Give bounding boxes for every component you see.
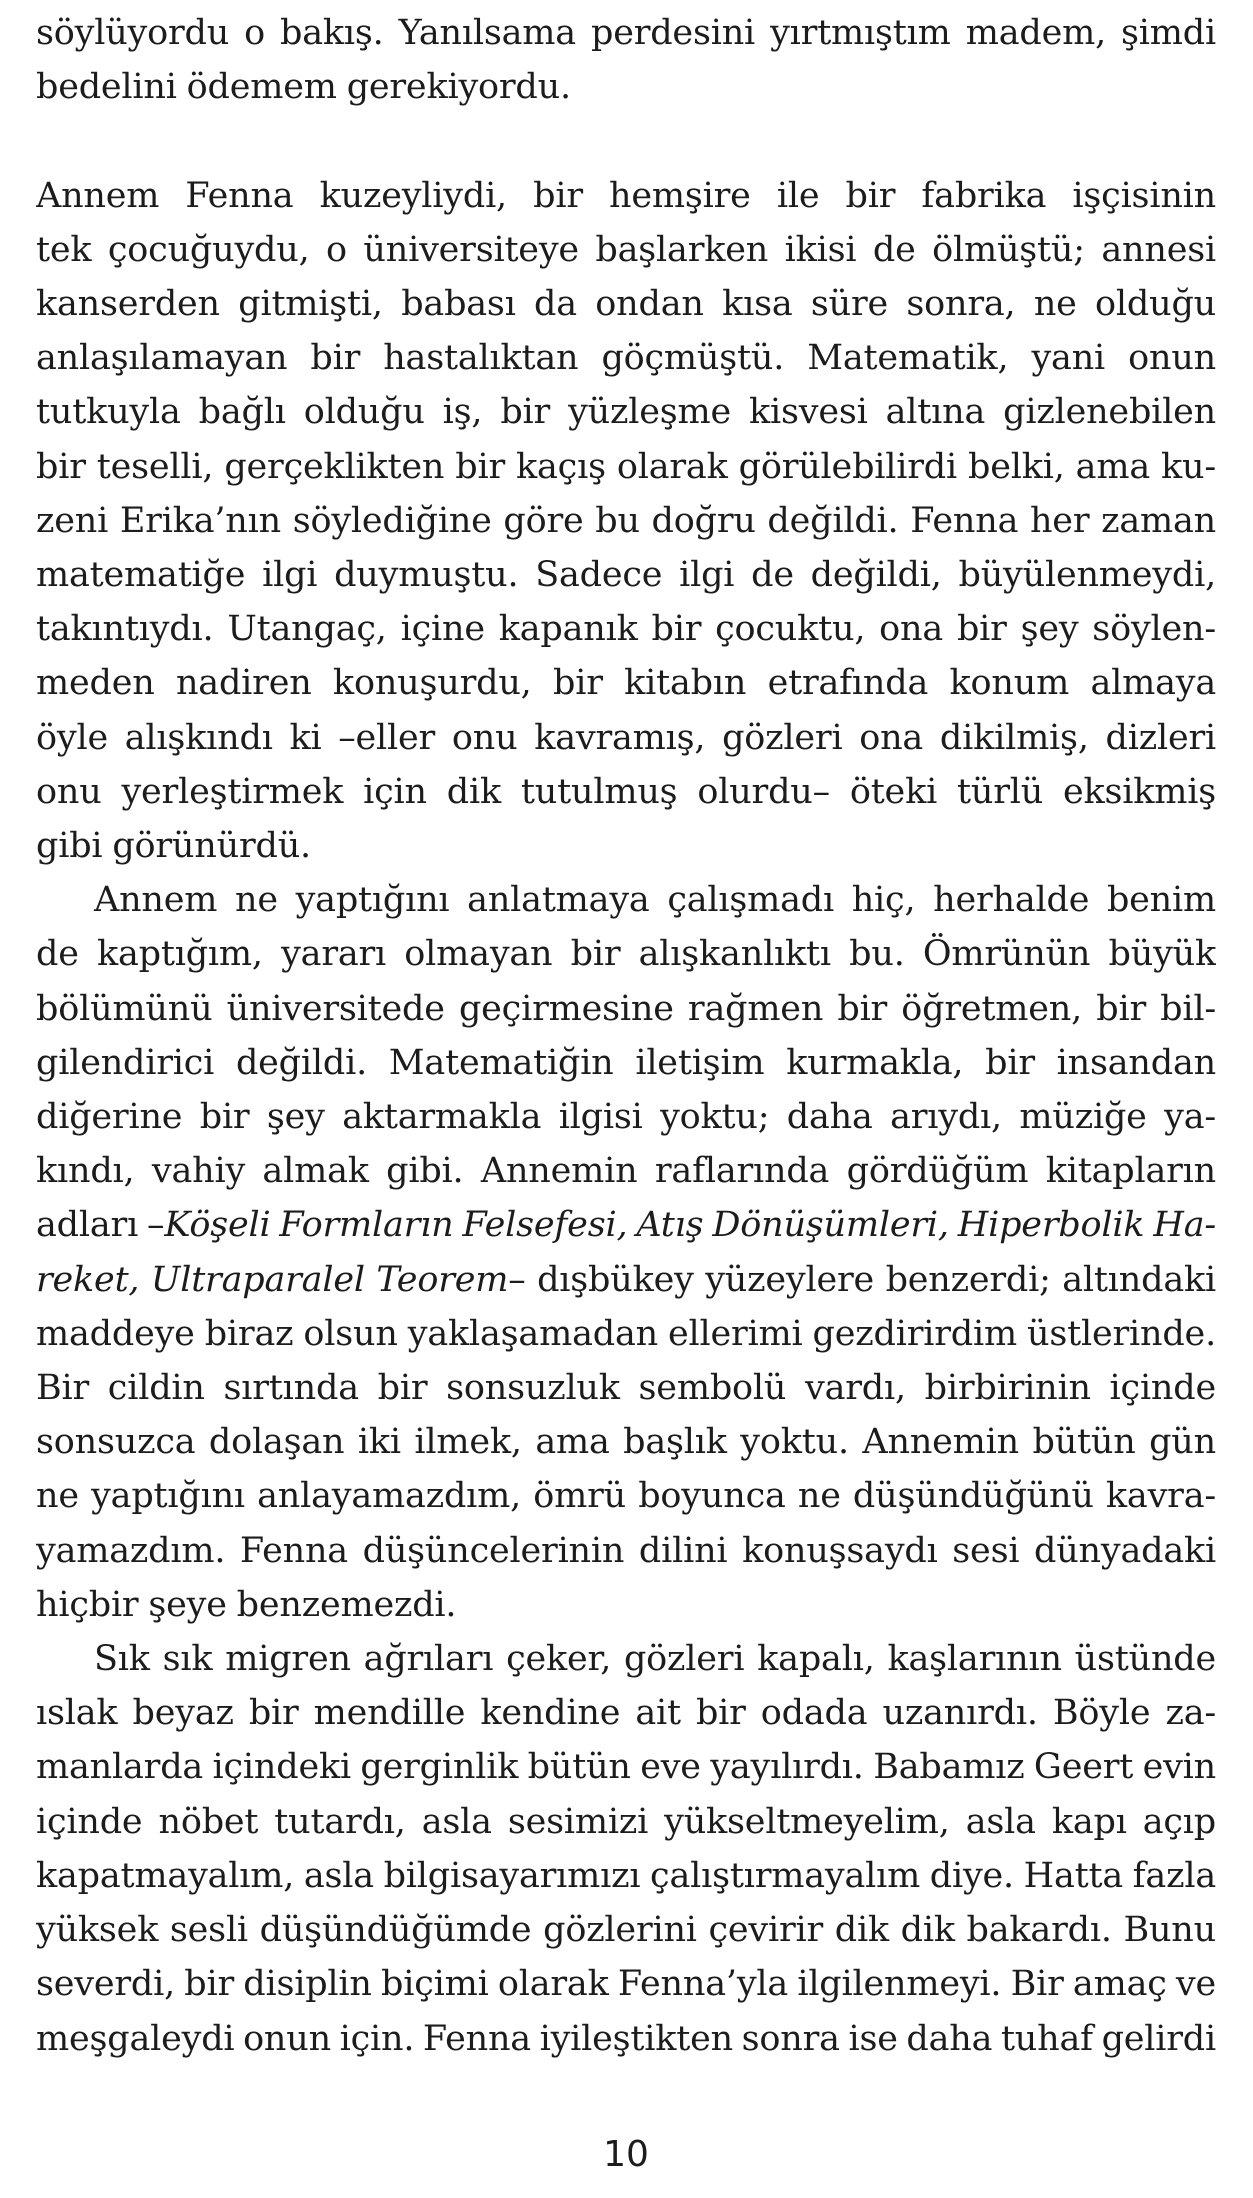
text-line: de kaptığım, yararı olmayan bir alışkanlıktı bu. Ömrünün büyük [36, 934, 1216, 975]
text-line-with-italic [36, 1253, 1216, 1307]
text-line: kanserden gitmişti, babası da ondan kısa süre sonra, ne olduğu [36, 284, 1216, 324]
text-line: ne yaptığını anlayamazdım, ömrü boyunca ne düşündüğünü kavra- [36, 1476, 1216, 1517]
text-line: meşgaleydi onun için. Fenna iyileştikten sonra ise daha tuhaf gelirdi [36, 2018, 1216, 2059]
text-line: yamazdım. Fenna düşüncelerinin dilini konuşsaydı sesi dünyadaki [36, 1530, 1216, 1571]
text-line: severdi, bir disiplin biçimi olarak Fenna’yla ilgilenmeyi. Bir amaç ve [36, 1964, 1216, 2005]
paragraph-3 [36, 1632, 1216, 2066]
text-line-with-italic [36, 1198, 1216, 1252]
text-line: hiçbir şeye benzemezdi. [36, 1584, 457, 1625]
text-line: söylüyordu o bakış. Yanılsama perdesini yırtmıştım madem, şimdi [36, 13, 1216, 53]
text-line: bölümünü üniversitede geçirmesine rağmen bir öğretmen, bir bil- [36, 988, 1216, 1029]
text-line: bedelini ödemem gerekiyordu. [36, 67, 571, 108]
book-titles-italic: reket, Ultraparalel Teorem [36, 1259, 509, 1300]
text-line: meden nadiren konuşurdu, bir kitabın etrafında konum almaya [36, 663, 1216, 704]
paragraph-2 [36, 873, 1216, 1632]
text-line: içinde nöbet tutardı, asla sesimizi yükseltmeyelim, asla kapı açıp [36, 1801, 1216, 1842]
text-line: öyle alışkındı ki –eller onu kavramış, gözleri ona dikilmiş, dizleri [36, 717, 1216, 758]
text-line: maddeye biraz olsun yaklaşamadan ellerimi gezdirirdim üstlerinde. [36, 1313, 1216, 1354]
text-line: Annem ne yaptığını anlatmaya çalışmadı hiç, herhalde benim [94, 880, 1216, 921]
text-line: onu yerleştirmek için dik tutulmuş olurdu– öteki türlü eksikmiş [36, 771, 1216, 812]
text-line: Annem Fenna kuzeyliydi, bir hemşire ile bir fabrika işçisinin [36, 175, 1216, 216]
text-fragment: adları – [36, 1205, 165, 1246]
text-line: yüksek sesli düşündüğümde gözlerini çevirir dik dik bakardı. Bunu [36, 1910, 1216, 1951]
text-line: sonsuzca dolaşan iki ilmek, ama başlık yoktu. Annemin bütün gün [36, 1422, 1216, 1463]
text-line: tutkuyla bağlı olduğu iş, bir yüzleşme kisvesi altına gizlenebilen [36, 392, 1216, 433]
text-line: gilendirici değildi. Matematiğin iletişim kurmakla, bir insandan [36, 1042, 1216, 1083]
page-number: 10 [603, 2134, 649, 2175]
text-line: gibi görünürdü. [36, 826, 311, 867]
text-fragment: – dışbükey yüzeylere benzerdi; altındaki [508, 1259, 1216, 1300]
text-line: Bir cildin sırtında bir sonsuzluk sembolü vardı, birbirinin içinde [36, 1368, 1216, 1409]
text-line: Sık sık migren ağrıları çeker, gözleri kapalı, kaşlarının üstünde [94, 1639, 1216, 1680]
text-line: kapatmayalım, asla bilgisayarımızı çalıştırmayalım diye. Hatta fazla [36, 1855, 1216, 1896]
body-text [36, 6, 1216, 2066]
text-line: anlaşılamayan bir hastalıktan göçmüştü. Matematik, yani onun [36, 338, 1216, 379]
paragraph-gap [36, 114, 1216, 168]
text-line: manlarda içindeki gerginlik bütün eve yayılırdı. Babamız Geert evin [36, 1747, 1216, 1788]
text-line: matematiğe ilgi duymuştu. Sadece ilgi de değildi, büyülenmeydi, [36, 555, 1216, 596]
book-page [36, 0, 1216, 2198]
text-line: ıslak beyaz bir mendille kendine ait bir odada uzanırdı. Böyle za- [36, 1693, 1216, 1734]
text-line: bir teselli, gerçeklikten bir kaçış olarak görülebilirdi belki, ama ku- [36, 446, 1216, 487]
paragraph-1 [36, 169, 1216, 874]
text-line: tek çocuğuydu, o üniversiteye başlarken ikisi de ölmüştü; annesi [36, 229, 1216, 270]
book-titles-italic: Köşeli Formların Felsefesi, Atış Dönüşümleri, Hiperbolik Ha- [164, 1205, 1216, 1246]
text-line: kındı, vahiy almak gibi. Annemin raflarında gördüğüm kitapların [36, 1151, 1216, 1192]
text-line: takıntıydı. Utangaç, içine kapanık bir çocuktu, ona bir şey söylen- [36, 609, 1216, 650]
text-line: zeni Erika’nın söylediğine göre bu doğru değildi. Fenna her zaman [36, 500, 1216, 541]
text-line: diğerine bir şey aktarmakla ilgisi yoktu; daha arıydı, müziğe ya- [36, 1097, 1216, 1138]
